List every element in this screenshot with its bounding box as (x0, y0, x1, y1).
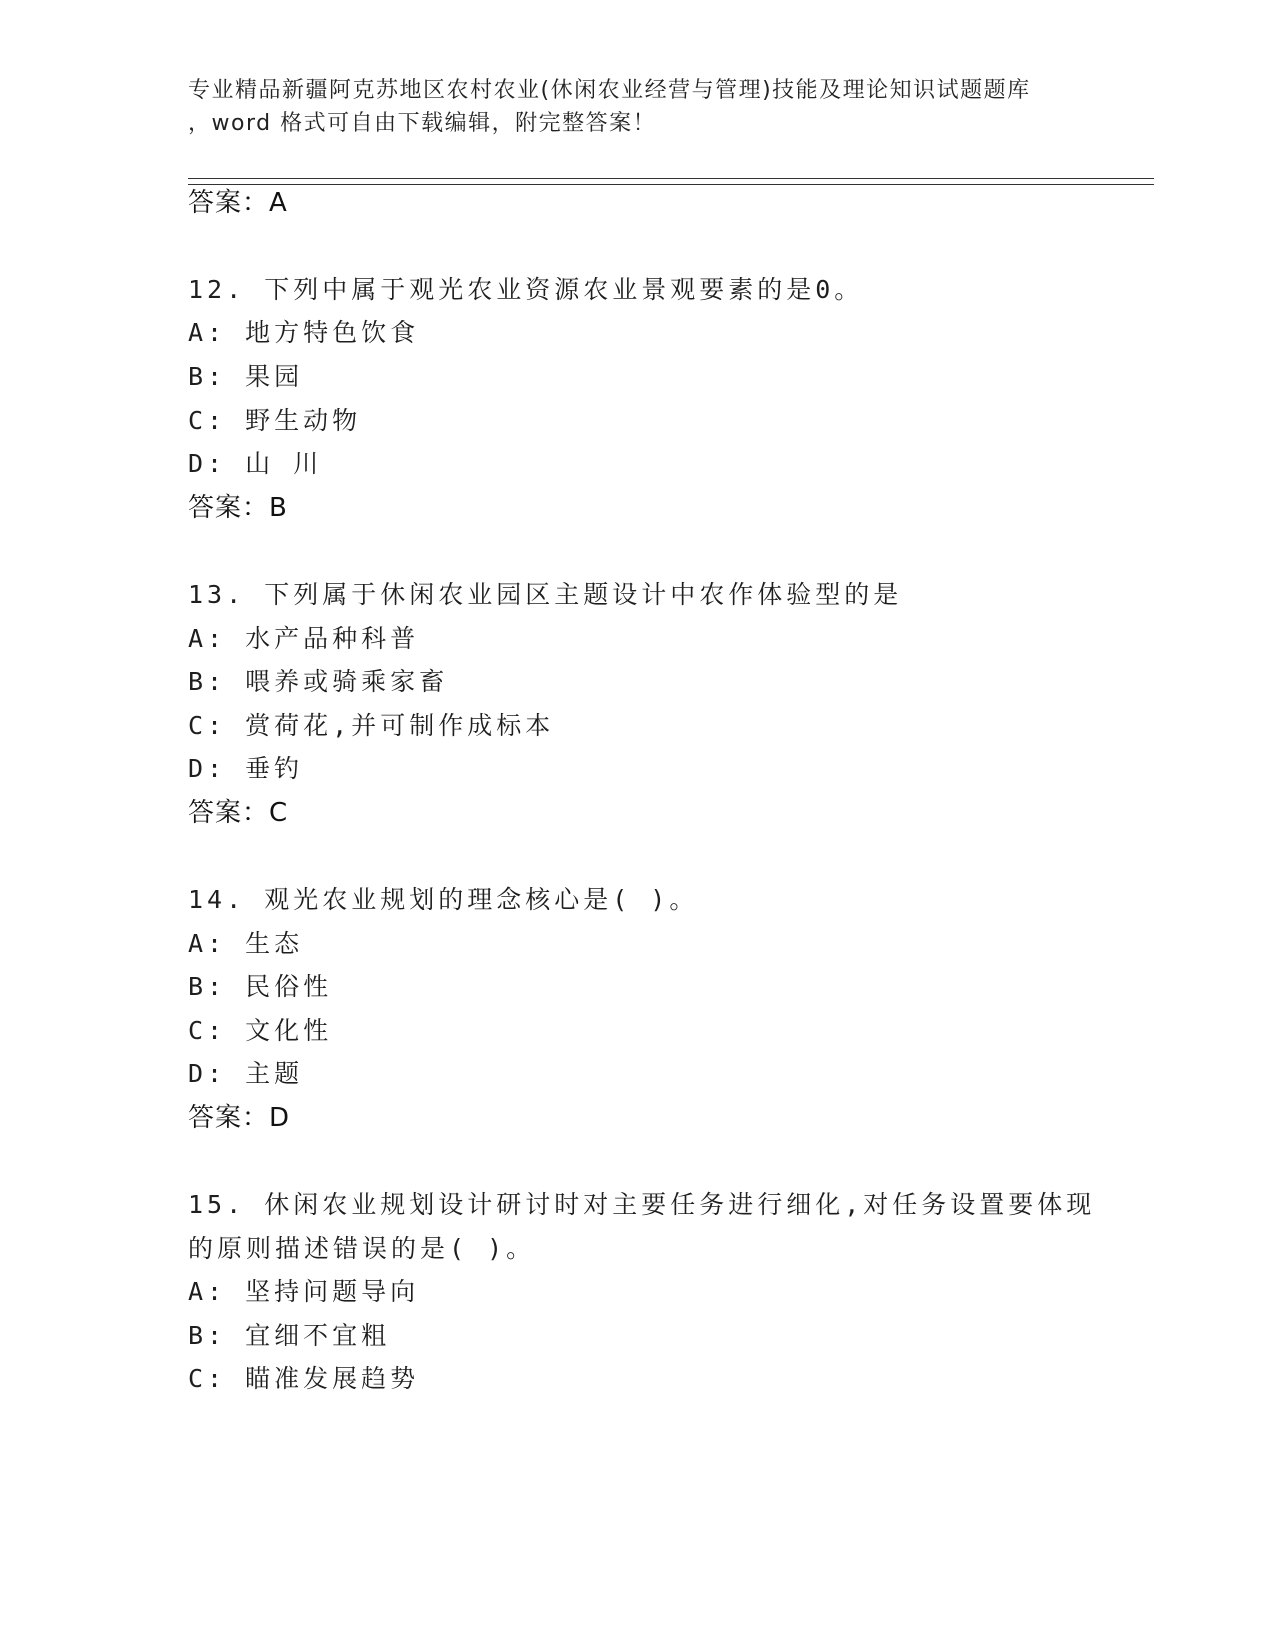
question-14-option-d: D: 主题 (188, 1059, 304, 1088)
question-13-option-c: C: 赏荷花,并可制作成标本 (188, 711, 555, 740)
question-15-option-c: C: 瞄准发展趋势 (188, 1364, 420, 1393)
header-divider-top (188, 178, 1154, 179)
question-15-text-line2: 的原则描述错误的是( )。 (188, 1234, 536, 1263)
question-12-option-a: A: 地方特色饮食 (188, 318, 420, 347)
answer-q11: 答案：A (188, 188, 288, 218)
question-14-option-b: B: 民俗性 (188, 972, 333, 1001)
question-14-text: 14. 观光农业规划的理念核心是( )。 (188, 885, 699, 914)
question-15-option-b: B: 宜细不宜粗 (188, 1321, 391, 1350)
document-title: 专业精品新疆阿克苏地区农村农业(休闲农业经营与管理)技能及理论知识试题题库 (188, 78, 1031, 103)
header-divider-bottom (188, 184, 1154, 185)
question-12-option-b: B: 果园 (188, 362, 304, 391)
question-13-option-b: B: 喂养或骑乘家畜 (188, 667, 449, 696)
answer-q14: 答案：D (188, 1103, 291, 1133)
document-header (188, 74, 1148, 140)
question-14-option-a: A: 生态 (188, 929, 304, 958)
answer-q12: 答案：B (188, 493, 288, 523)
question-14-option-c: C: 文化性 (188, 1016, 333, 1045)
question-15-option-a: A: 坚持问题导向 (188, 1277, 420, 1306)
answer-q13: 答案：C (188, 798, 289, 828)
question-12-option-d: D: 山 川 (188, 449, 323, 478)
question-13-option-a: A: 水产品种科普 (188, 624, 420, 653)
question-12-option-c: C: 野生动物 (188, 406, 362, 435)
question-15-text-line1: 15. 休闲农业规划设计研讨时对主要任务进行细化,对任务设置要体现 (188, 1190, 1096, 1219)
question-13-option-d: D: 垂钓 (188, 754, 304, 783)
question-12-text: 12. 下列中属于观光农业资源农业景观要素的是0。 (188, 275, 864, 304)
question-13-text: 13. 下列属于休闲农业园区主题设计中农作体验型的是 (188, 580, 903, 609)
document-subtitle: ，word 格式可自由下载编辑，附完整答案！ (188, 111, 657, 136)
